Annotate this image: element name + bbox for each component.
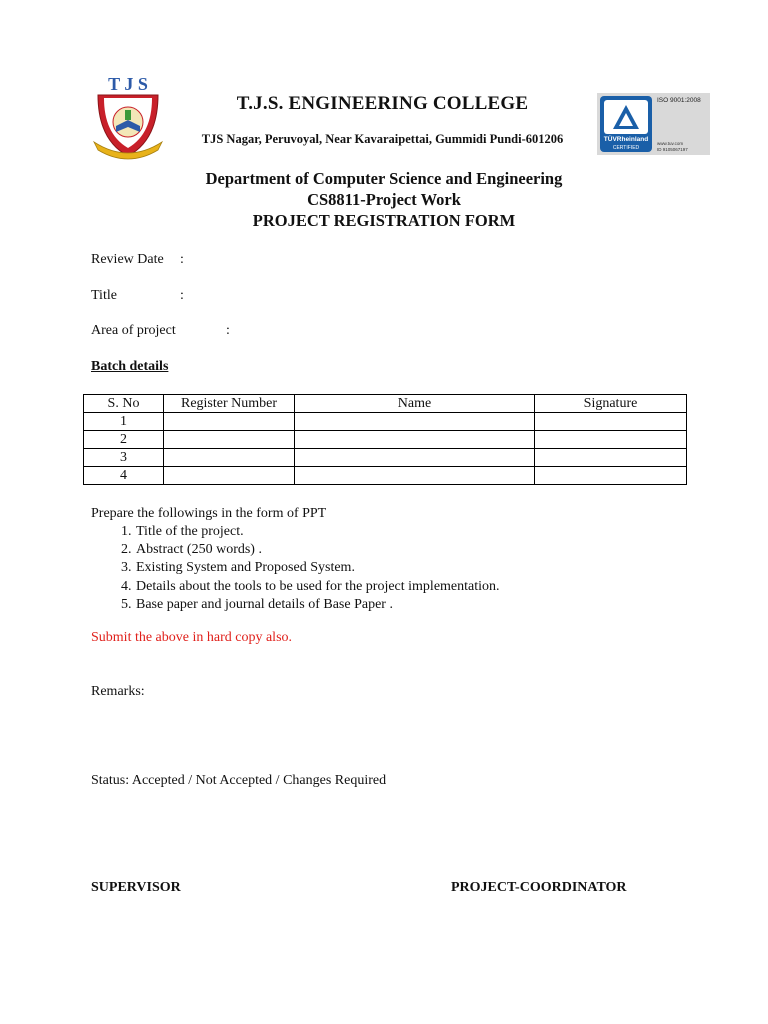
signature-cell [535,467,687,485]
review-date-colon: : [180,252,184,267]
serial-cell: 2 [84,431,164,449]
signature-cell [535,413,687,431]
svg-text:TÜVRheinland: TÜVRheinland [603,136,649,143]
batch-details-heading: Batch details [91,359,169,374]
table-row [84,467,687,485]
batch-table [83,394,687,485]
college-address: TJS Nagar, Peruvoyal, Near Kavaraipettai, Gummidi Pundi-601206 [201,132,564,146]
table-header-row [84,395,687,413]
logo-lettering: T J S [108,74,148,94]
name-cell [295,431,535,449]
hard-copy-notice: Submit the above in hard copy also. [91,630,293,645]
instructions-list [91,523,500,614]
column-header: Signature [535,395,687,413]
list-item: 5. Base paper and journal details of Base Paper . [135,596,500,614]
table-row [84,431,687,449]
table-row [84,413,687,431]
instructions-intro: Prepare the followings in the form of PPT [91,506,327,521]
register-number-cell [164,449,295,467]
list-item: 2. Abstract (250 words) . [135,541,500,559]
list-item: 4. Details about the tools to be used for the project implementation. [135,578,500,596]
table-row [84,449,687,467]
name-cell [295,467,535,485]
form-title: PROJECT REGISTRATION FORM [252,211,516,230]
title-colon: : [180,288,184,303]
iso-certification-badge [597,93,710,155]
svg-text:ISO 9001:2008: ISO 9001:2008 [657,97,701,104]
status-line: Status: Accepted / Not Accepted / Changes Required [91,773,387,788]
list-item: 3. Existing System and Proposed System. [135,559,500,577]
serial-cell: 4 [84,467,164,485]
remarks-label: Remarks: [91,684,145,699]
list-item: 1. Title of the project. [135,523,500,541]
department-heading: Department of Computer Science and Engineering [205,169,563,188]
column-header: Register Number [164,395,295,413]
register-number-cell [164,431,295,449]
coordinator-signature-label: PROJECT-COORDINATOR [451,880,627,895]
area-label: Area of project [91,323,176,338]
signature-cell [535,431,687,449]
name-cell [295,413,535,431]
serial-cell: 1 [84,413,164,431]
title-field [91,288,184,304]
register-number-cell [164,413,295,431]
signature-cell [535,449,687,467]
column-header: Name [295,395,535,413]
course-heading: CS8811-Project Work [307,190,461,209]
area-colon: : [226,323,230,338]
name-cell [295,449,535,467]
svg-text:ID 9105067197: ID 9105067197 [657,147,688,152]
title-label: Title [91,288,117,303]
register-number-cell [164,467,295,485]
supervisor-signature-label: SUPERVISOR [91,880,181,895]
review-date-field [91,252,184,268]
area-field [91,323,230,339]
college-logo [88,70,168,160]
college-name: T.J.S. ENGINEERING COLLEGE [236,93,529,114]
svg-text:CERTIFIED: CERTIFIED [612,145,640,151]
review-date-label: Review Date [91,252,164,267]
svg-text:www.tuv.com: www.tuv.com [657,141,684,146]
column-header: S. No [84,395,164,413]
serial-cell: 3 [84,449,164,467]
